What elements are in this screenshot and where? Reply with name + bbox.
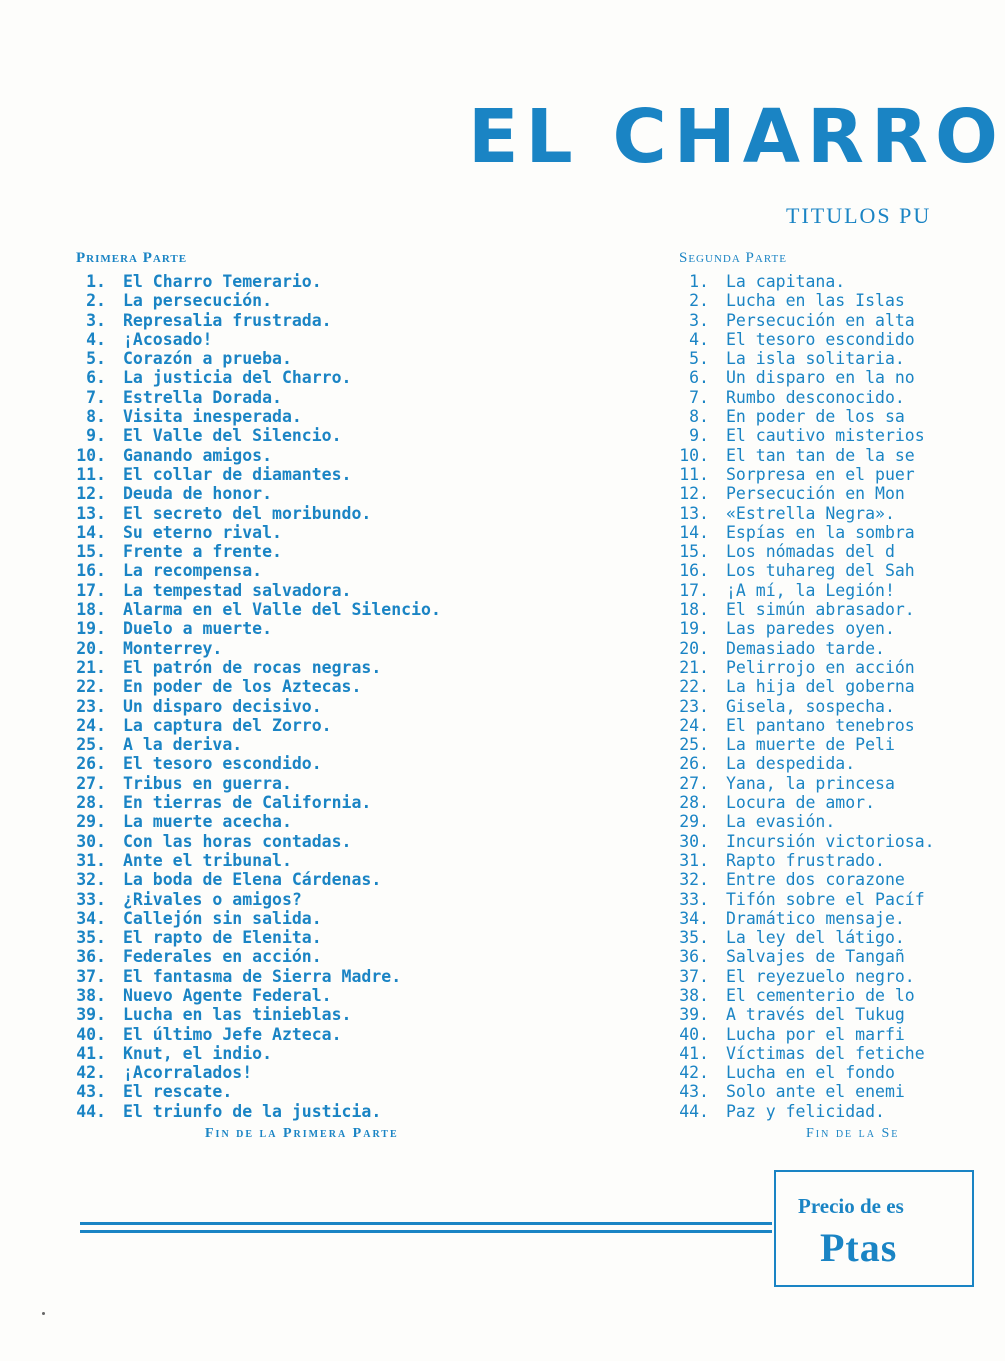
item-number: 28. <box>76 793 106 813</box>
item-number: 17. <box>76 580 106 600</box>
double-rule-top <box>80 1222 772 1225</box>
item-title: Demasiado tarde. <box>726 638 885 658</box>
item-number: 40. <box>679 1024 709 1044</box>
item-title: La hija del goberna <box>726 677 915 697</box>
item-title: El tesoro escondido. <box>123 754 322 774</box>
title-list-item <box>76 446 636 465</box>
title-list-item <box>76 774 636 793</box>
item-title: En tierras de California. <box>123 793 372 813</box>
item-title: Yana, la princesa <box>726 773 895 793</box>
title-list-item <box>76 1005 636 1024</box>
item-title: Corazón a prueba. <box>123 349 292 369</box>
item-number: 29. <box>679 812 709 832</box>
title-list-item <box>679 407 979 426</box>
item-title: La boda de Elena Cárdenas. <box>123 870 382 890</box>
primera-parte-list <box>76 272 636 1121</box>
title-list-item <box>76 735 636 754</box>
item-number: 18. <box>76 600 106 620</box>
item-title: En poder de los Aztecas. <box>123 677 362 697</box>
title-list-item <box>679 1025 979 1044</box>
item-number: 7. <box>86 387 106 407</box>
item-number: 29. <box>76 812 106 832</box>
item-title: Con las horas contadas. <box>123 831 352 851</box>
item-title: Dramático mensaje. <box>726 908 905 928</box>
title-list-item <box>679 426 979 445</box>
item-title: ¿Rivales o amigos? <box>123 889 302 909</box>
item-title: ¡A mí, la Legión! <box>726 580 895 600</box>
item-number: 9. <box>689 426 709 446</box>
price-value: Ptas <box>820 1225 898 1270</box>
item-title: Lucha en el fondo <box>726 1063 895 1083</box>
item-number: 37. <box>76 966 106 986</box>
item-title: Incursión victoriosa. <box>726 831 935 851</box>
title-list-item <box>679 947 979 966</box>
title-list-item <box>679 272 979 291</box>
title-list-item <box>679 1102 979 1121</box>
title-list-item <box>76 311 636 330</box>
item-title: ¡Acorralados! <box>123 1063 253 1083</box>
item-number: 13. <box>679 503 709 523</box>
title-list-item <box>76 658 636 677</box>
primera-parte-end-note: Fin de la Primera Parte <box>205 1126 399 1141</box>
title-list-item <box>76 928 636 947</box>
item-number: 11. <box>76 464 106 484</box>
item-title: En poder de los sa <box>726 407 905 427</box>
item-title: Callejón sin salida. <box>123 908 322 928</box>
item-number: 30. <box>76 831 106 851</box>
title-list-item <box>76 1025 636 1044</box>
title-list-item <box>76 697 636 716</box>
segunda-parte-end-note: Fin de la Se <box>806 1126 900 1141</box>
item-number: 28. <box>679 793 709 813</box>
item-title: Solo ante el enemi <box>726 1082 905 1102</box>
item-title: El pantano tenebros <box>726 715 915 735</box>
item-title: Los tuhareg del Sah <box>726 561 915 581</box>
title-list-item <box>76 465 636 484</box>
item-number: 14. <box>679 522 709 542</box>
item-number: 16. <box>76 561 106 581</box>
item-number: 25. <box>76 735 106 755</box>
title-list-item <box>76 851 636 870</box>
title-list-item <box>679 754 979 773</box>
item-title: La recompensa. <box>123 561 263 581</box>
item-title: Frente a frente. <box>123 542 282 562</box>
item-number: 44. <box>679 1101 709 1121</box>
item-title: Gisela, sospecha. <box>726 696 895 716</box>
title-list-item <box>76 407 636 426</box>
page-title: EL CHARRO <box>468 94 1005 180</box>
title-list-item <box>76 639 636 658</box>
title-list-item <box>679 639 979 658</box>
title-list-item <box>679 1044 979 1063</box>
item-title: Tribus en guerra. <box>123 773 292 793</box>
item-number: 34. <box>679 908 709 928</box>
title-list-item <box>679 1005 979 1024</box>
item-title: La captura del Zorro. <box>123 715 332 735</box>
item-number: 20. <box>76 638 106 658</box>
item-number: 35. <box>76 928 106 948</box>
title-list-item <box>76 1044 636 1063</box>
item-title: Rapto frustrado. <box>726 850 885 870</box>
item-number: 32. <box>679 870 709 890</box>
item-title: Duelo a muerte. <box>123 619 273 639</box>
title-list-item <box>679 311 979 330</box>
item-title: Rumbo desconocido. <box>726 387 905 407</box>
item-number: 6. <box>86 368 106 388</box>
title-list-item <box>76 793 636 812</box>
title-list-item <box>76 426 636 445</box>
title-list-item <box>679 388 979 407</box>
item-title: El Valle del Silencio. <box>123 426 342 446</box>
title-list-item <box>679 832 979 851</box>
title-list-item <box>679 368 979 387</box>
item-number: 31. <box>76 850 106 870</box>
item-number: 38. <box>679 985 709 1005</box>
paper-speck <box>42 1312 45 1315</box>
item-title: El Charro Temerario. <box>123 272 322 291</box>
item-number: 27. <box>76 773 106 793</box>
item-number: 15. <box>76 542 106 562</box>
item-number: 13. <box>76 503 106 523</box>
title-list-item <box>679 909 979 928</box>
item-number: 21. <box>76 657 106 677</box>
title-list-item <box>679 890 979 909</box>
item-number: 12. <box>679 484 709 504</box>
item-number: 4. <box>689 329 709 349</box>
item-title: El reyezuelo negro. <box>726 966 915 986</box>
item-number: 8. <box>689 407 709 427</box>
item-number: 43. <box>679 1082 709 1102</box>
item-title: La capitana. <box>726 272 846 291</box>
title-list-item <box>679 523 979 542</box>
title-list-item <box>76 291 636 310</box>
item-title: Ante el tribunal. <box>123 850 292 870</box>
item-number: 19. <box>76 619 106 639</box>
item-title: Pelirrojo en acción <box>726 657 915 677</box>
item-number: 5. <box>86 349 106 369</box>
title-list-item <box>679 291 979 310</box>
item-title: La tempestad salvadora. <box>123 580 352 600</box>
title-list-item <box>679 504 979 523</box>
item-title: El rescate. <box>123 1082 233 1102</box>
item-number: 36. <box>76 947 106 967</box>
item-number: 24. <box>679 715 709 735</box>
title-list-item <box>76 967 636 986</box>
item-title: La ley del látigo. <box>726 928 905 948</box>
item-title: Persecución en Mon <box>726 484 905 504</box>
double-rule-bottom <box>80 1230 772 1233</box>
item-title: La isla solitaria. <box>726 349 905 369</box>
item-number: 7. <box>689 387 709 407</box>
item-number: 2. <box>689 291 709 311</box>
title-list-item <box>76 1102 636 1121</box>
item-title: ¡Acosado! <box>123 329 213 349</box>
item-title: El patrón de rocas negras. <box>123 657 382 677</box>
item-title: Lucha por el marfi <box>726 1024 905 1044</box>
title-list-item <box>679 600 979 619</box>
item-number: 42. <box>679 1063 709 1083</box>
item-title: Los nómadas del d <box>726 542 895 562</box>
title-list-item <box>76 870 636 889</box>
item-number: 15. <box>679 542 709 562</box>
title-list-item <box>76 542 636 561</box>
item-number: 44. <box>76 1101 106 1121</box>
item-number: 34. <box>76 908 106 928</box>
item-title: Knut, el indio. <box>123 1043 273 1063</box>
item-title: El simún abrasador. <box>726 600 915 620</box>
primera-parte-heading: Primera Parte <box>76 250 188 266</box>
item-title: Locura de amor. <box>726 793 876 813</box>
title-list-item <box>679 330 979 349</box>
item-number: 22. <box>679 677 709 697</box>
item-title: Visita inesperada. <box>123 407 302 427</box>
item-number: 1. <box>86 272 106 291</box>
item-title: Su eterno rival. <box>123 522 282 542</box>
item-title: El último Jefe Azteca. <box>123 1024 342 1044</box>
segunda-parte-list <box>679 272 979 1121</box>
item-title: A través del Tukug <box>726 1005 905 1025</box>
item-number: 14. <box>76 522 106 542</box>
title-list-item <box>679 986 979 1005</box>
item-number: 21. <box>679 657 709 677</box>
item-number: 26. <box>76 754 106 774</box>
item-title: Las paredes oyen. <box>726 619 895 639</box>
title-list-item <box>76 523 636 542</box>
item-title: El fantasma de Sierra Madre. <box>123 966 402 986</box>
item-title: Lucha en las Islas <box>726 291 905 311</box>
title-list-item <box>76 909 636 928</box>
title-list-item <box>679 812 979 831</box>
item-title: Estrella Dorada. <box>123 387 282 407</box>
item-title: La evasión. <box>726 812 836 832</box>
item-title: El secreto del moribundo. <box>123 503 372 523</box>
item-title: Tifón sobre el Pacíf <box>726 889 925 909</box>
item-number: 6. <box>689 368 709 388</box>
title-list-item <box>679 870 979 889</box>
item-title: «Estrella Negra». <box>726 503 895 523</box>
title-list-item <box>679 697 979 716</box>
item-number: 25. <box>679 735 709 755</box>
price-label: Precio de es <box>798 1194 904 1218</box>
title-list-item <box>679 658 979 677</box>
title-list-item <box>679 793 979 812</box>
item-number: 33. <box>679 889 709 909</box>
item-title: Deuda de honor. <box>123 484 273 504</box>
title-list-item <box>76 832 636 851</box>
item-title: Monterrey. <box>123 638 223 658</box>
title-list-item <box>679 716 979 735</box>
item-number: 43. <box>76 1082 106 1102</box>
title-list-item <box>76 330 636 349</box>
primera-parte-column <box>76 249 636 1121</box>
item-number: 5. <box>689 349 709 369</box>
title-list-item <box>76 947 636 966</box>
item-title: Ganando amigos. <box>123 445 273 465</box>
item-number: 36. <box>679 947 709 967</box>
title-list-item <box>76 484 636 503</box>
title-list-item <box>76 677 636 696</box>
title-list-item <box>679 349 979 368</box>
title-list-item <box>76 349 636 368</box>
item-title: El cautivo misterios <box>726 426 925 446</box>
item-number: 23. <box>76 696 106 716</box>
title-list-item <box>679 928 979 947</box>
item-title: La persecución. <box>123 291 273 311</box>
item-title: Nuevo Agente Federal. <box>123 985 332 1005</box>
item-title: Sorpresa en el puer <box>726 464 915 484</box>
item-number: 23. <box>679 696 709 716</box>
title-list-item <box>679 581 979 600</box>
item-title: La muerte acecha. <box>123 812 292 832</box>
title-list-item <box>76 272 636 291</box>
item-title: Persecución en alta <box>726 310 915 330</box>
title-list-item <box>679 619 979 638</box>
item-title: Alarma en el Valle del Silencio. <box>123 600 441 620</box>
item-title: La muerte de Peli <box>726 735 895 755</box>
item-number: 26. <box>679 754 709 774</box>
item-number: 12. <box>76 484 106 504</box>
title-list-item <box>76 986 636 1005</box>
item-number: 9. <box>86 426 106 446</box>
title-list-item <box>76 388 636 407</box>
title-list-item <box>76 890 636 909</box>
segunda-parte-column <box>679 249 979 1121</box>
item-title: Un disparo decisivo. <box>123 696 322 716</box>
item-title: La despedida. <box>726 754 856 774</box>
title-list-item <box>76 716 636 735</box>
title-list-item <box>679 851 979 870</box>
title-list-item <box>679 542 979 561</box>
item-number: 33. <box>76 889 106 909</box>
title-list-item <box>76 600 636 619</box>
item-number: 32. <box>76 870 106 890</box>
item-title: Víctimas del fetiche <box>726 1043 925 1063</box>
item-title: Paz y felicidad. <box>726 1101 885 1121</box>
item-title: El triunfo de la justicia. <box>123 1101 382 1121</box>
item-number: 1. <box>689 272 709 291</box>
item-title: Federales en acción. <box>123 947 322 967</box>
item-number: 2. <box>86 291 106 311</box>
title-list-item <box>679 1082 979 1101</box>
item-number: 19. <box>679 619 709 639</box>
item-title: El tesoro escondido <box>726 329 915 349</box>
title-list-item <box>76 754 636 773</box>
price-box <box>774 1170 974 1287</box>
item-title: Salvajes de Tangañ <box>726 947 905 967</box>
title-list-item <box>76 1063 636 1082</box>
title-list-item <box>679 735 979 754</box>
title-list-item <box>679 465 979 484</box>
title-list-item <box>76 561 636 580</box>
item-number: 10. <box>76 445 106 465</box>
title-list-item <box>76 812 636 831</box>
item-title: Entre dos corazone <box>726 870 905 890</box>
title-list-item <box>679 677 979 696</box>
item-number: 8. <box>86 407 106 427</box>
title-list-item <box>76 504 636 523</box>
item-number: 22. <box>76 677 106 697</box>
item-number: 3. <box>86 310 106 330</box>
title-list-item <box>679 446 979 465</box>
item-number: 37. <box>679 966 709 986</box>
item-number: 31. <box>679 850 709 870</box>
item-number: 4. <box>86 329 106 349</box>
item-title: Represalia frustrada. <box>123 310 332 330</box>
item-number: 35. <box>679 928 709 948</box>
title-list-item <box>679 484 979 503</box>
item-number: 42. <box>76 1063 106 1083</box>
title-list-item <box>679 967 979 986</box>
item-number: 20. <box>679 638 709 658</box>
item-number: 18. <box>679 600 709 620</box>
page-subtitle: TITULOS PU <box>786 203 932 228</box>
item-title: El cementerio de lo <box>726 985 915 1005</box>
item-title: Un disparo en la no <box>726 368 915 388</box>
item-number: 40. <box>76 1024 106 1044</box>
item-title: A la deriva. <box>123 735 243 755</box>
item-number: 39. <box>679 1005 709 1025</box>
item-title: El tan tan de la se <box>726 445 915 465</box>
title-list-item <box>679 774 979 793</box>
item-number: 30. <box>679 831 709 851</box>
title-list-item <box>76 619 636 638</box>
title-list-item <box>76 581 636 600</box>
segunda-parte-heading: Segunda Parte <box>679 250 787 266</box>
item-number: 17. <box>679 580 709 600</box>
item-number: 16. <box>679 561 709 581</box>
title-list-item <box>679 561 979 580</box>
item-number: 39. <box>76 1005 106 1025</box>
title-list-item <box>76 1082 636 1101</box>
item-title: El collar de diamantes. <box>123 464 352 484</box>
item-number: 41. <box>679 1043 709 1063</box>
title-list-item <box>76 368 636 387</box>
title-list-item <box>679 1063 979 1082</box>
item-title: Espías en la sombra <box>726 522 915 542</box>
item-number: 41. <box>76 1043 106 1063</box>
item-number: 38. <box>76 985 106 1005</box>
item-number: 10. <box>679 445 709 465</box>
item-number: 24. <box>76 715 106 735</box>
item-title: La justicia del Charro. <box>123 368 352 388</box>
item-title: El rapto de Elenita. <box>123 928 322 948</box>
item-number: 11. <box>679 464 709 484</box>
item-number: 27. <box>679 773 709 793</box>
item-number: 3. <box>689 310 709 330</box>
item-title: Lucha en las tinieblas. <box>123 1005 352 1025</box>
